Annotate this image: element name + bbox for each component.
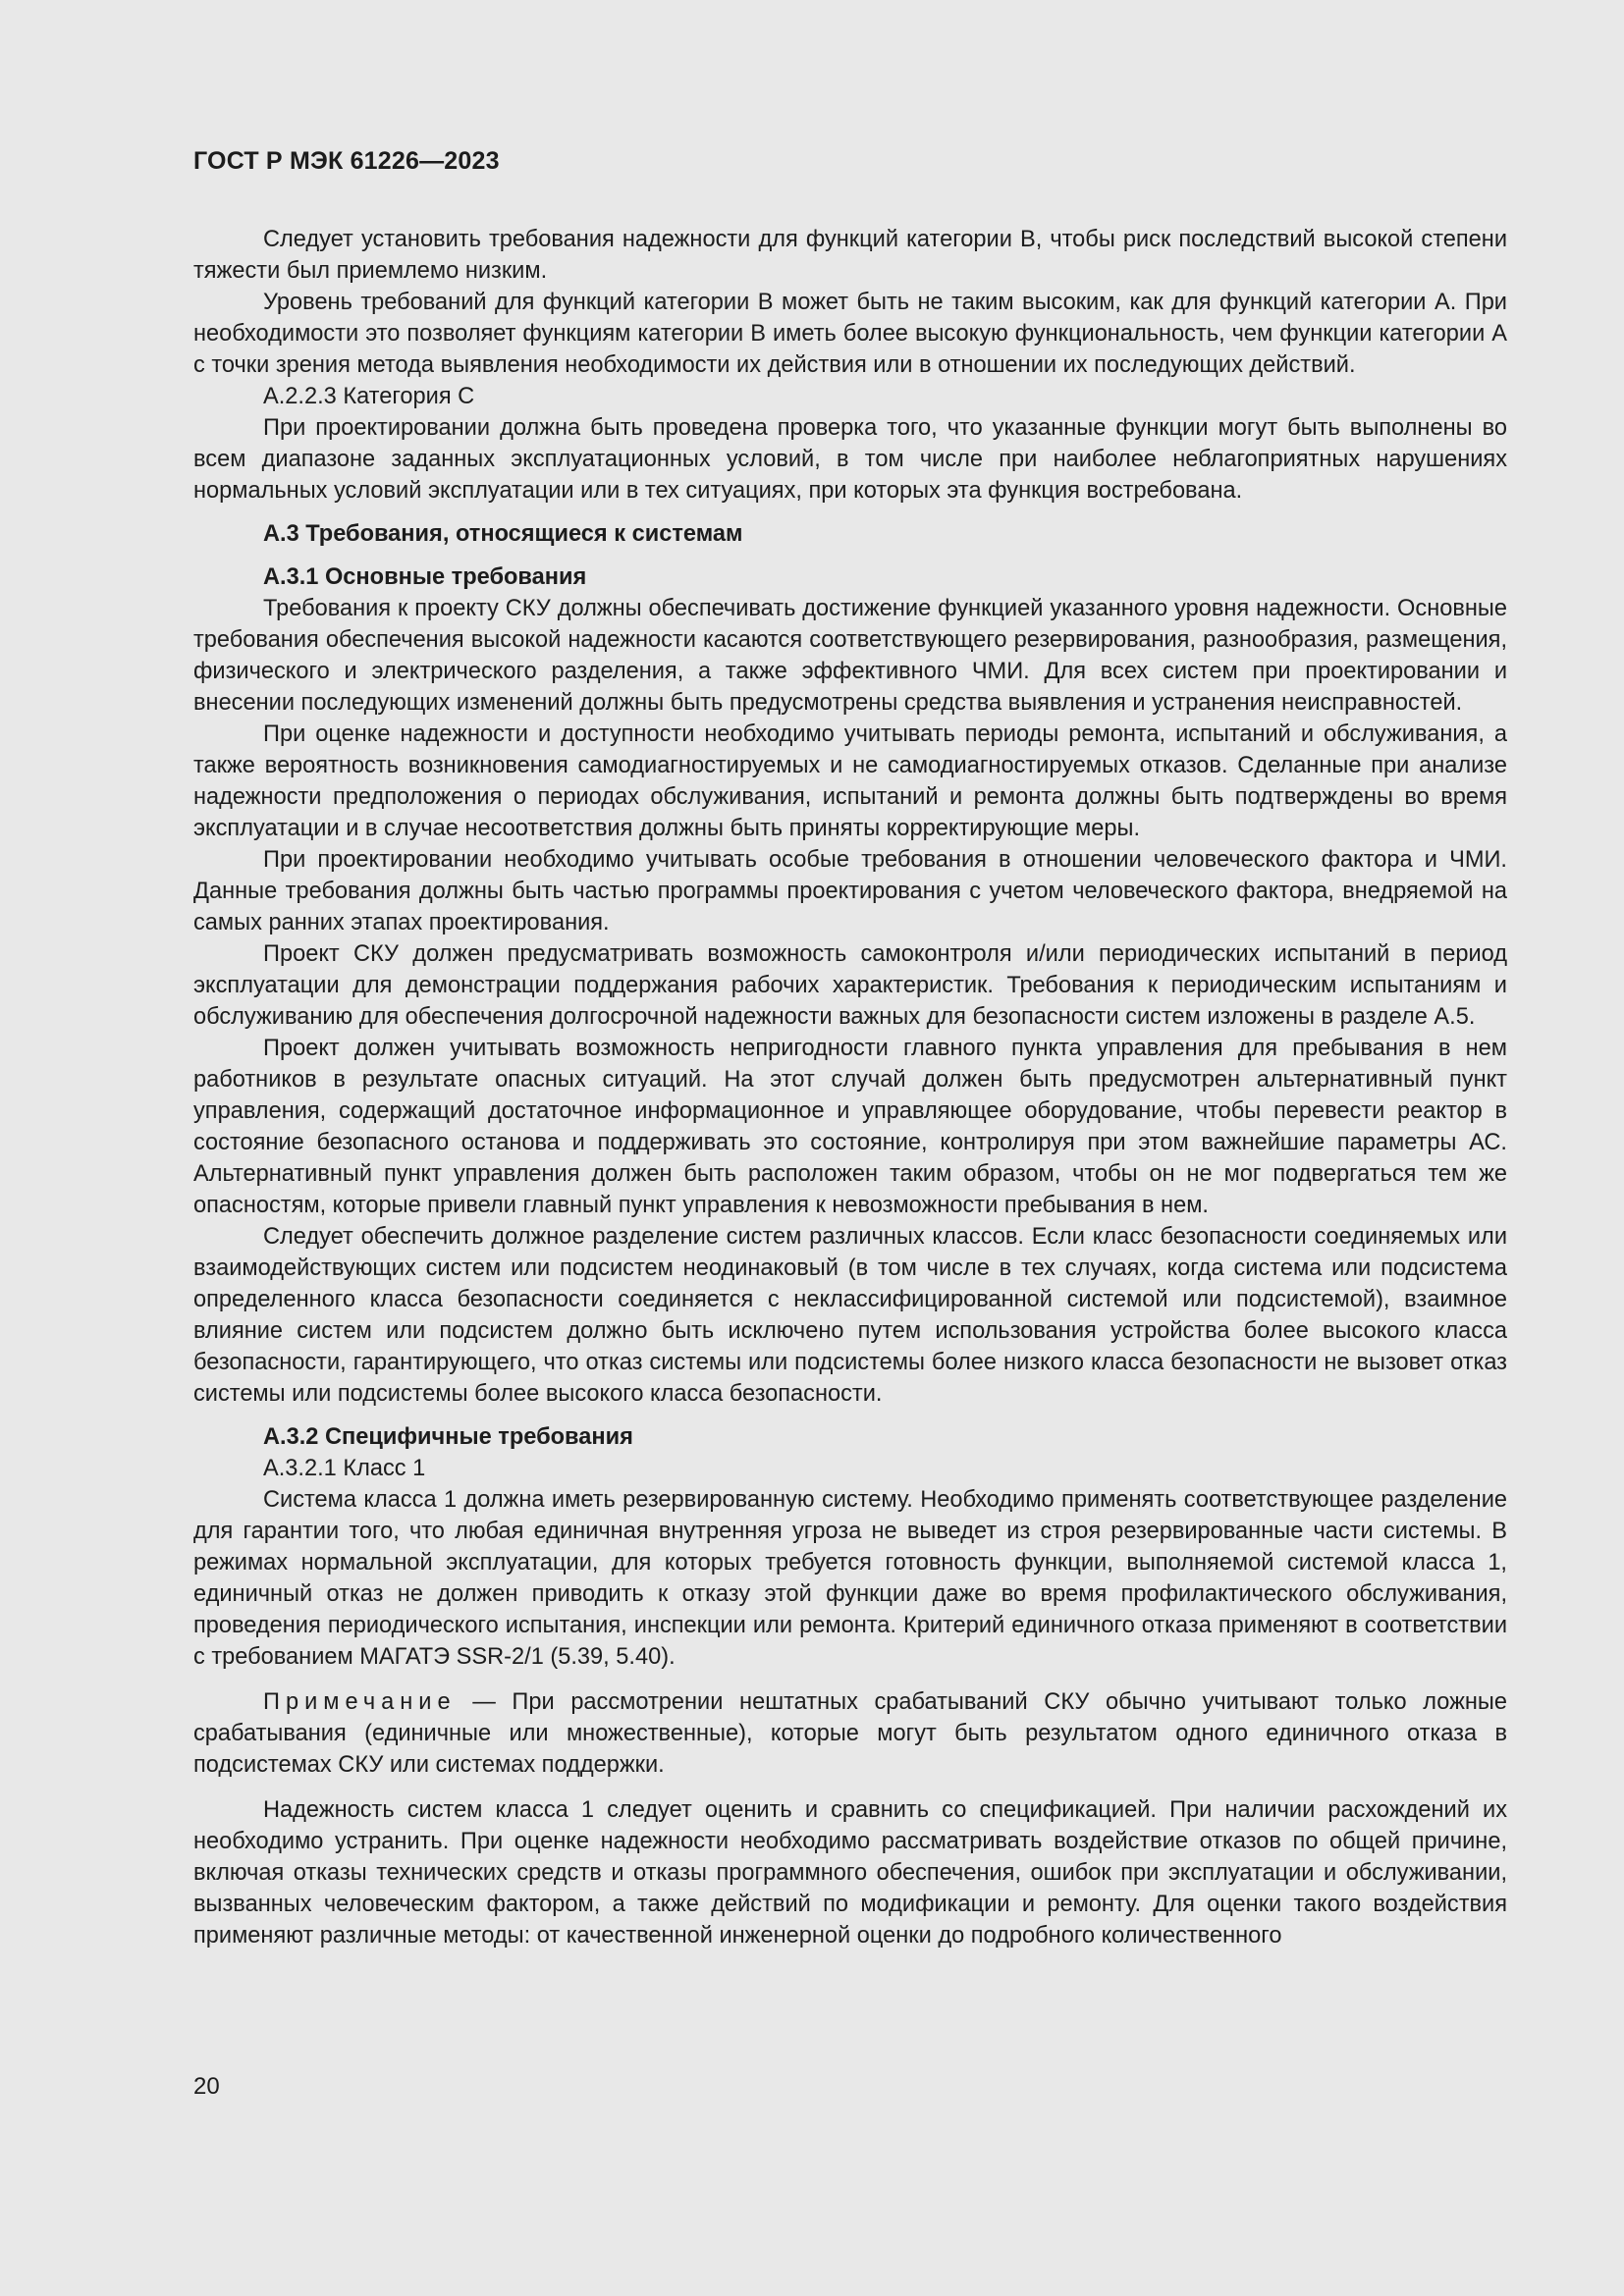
paragraph: При оценке надежности и доступности необходимо учитывать периоды ремонта, испытаний и обслуживания, а также вероятность возникновения самодиагностируемых и не самодиагностируемых отказов. Сделанные при анализе надежности предположения о периодах обслуживания, испытаний и ремонта должны быть подтверждены во время эксплуатации и в случае несоответствия должны быть приняты корректирующие меры.	[193, 721, 1507, 841]
subsection-heading-a31: А.3.1 Основные требования	[263, 564, 587, 590]
page-number: 20	[193, 2073, 220, 2100]
note-text: — При рассмотрении нештатных срабатываний СКУ обычно учитывают только ложные срабатывания (единичные или множественные), которые могут быть результатом одного единичного отказа в подсистемах СКУ или системах поддержки.	[193, 1689, 1507, 1778]
paragraph: При проектировании должна быть проведена проверка того, что указанные функции могут быть выполнены во всем диапазоне заданных эксплуатационных условий, в том числе при наиболее неблагоприятных нарушениях нормальных условий эксплуатации или в тех ситуациях, при которых эта функция востребована.	[193, 415, 1507, 504]
paragraph: Проект должен учитывать возможность непригодности главного пункта управления для пребывания в нем работников в результате опасных ситуаций. На этот случай должен быть предусмотрен альтернативный пункт управления, содержащий достаточное информационное и управляющее оборудование, чтобы перевести реактор в состояние безопасного останова и поддерживать это состояние, контролируя при этом важнейшие параметры АС. Альтернативный пункт управления должен быть расположен таким образом, чтобы он не мог подвергаться тем же опасностям, которые привели главный пункт управления к невозможности пребывания в нем.	[193, 1036, 1507, 1218]
document-body	[193, 224, 1507, 1951]
note-paragraph	[193, 1686, 1507, 1781]
note-label: Примечание	[263, 1689, 457, 1715]
paragraph: Проект СКУ должен предусматривать возможность самоконтроля и/или периодических испытаний в период эксплуатации для демонстрации поддержания рабочих характеристик. Требования к периодическим испытаниям и обслуживанию для обеспечения долгосрочной надежности важных для безопасности систем изложены в разделе А.5.	[193, 941, 1507, 1030]
paragraph: Следует обеспечить должное разделение систем различных классов. Если класс безопасности соединяемых или взаимодействующих систем или подсистем неодинаковый (в том числе в тех случаях, когда система или подсистема определенного класса безопасности соединяется с неклассифицированной системой или подсистемой), взаимное влияние систем или подсистем должно быть исключено путем использования устройства более высокого класса безопасности, гарантирующего, что отказ системы или подсистемы более низкого класса безопасности не вызовет отказ системы или подсистемы более высокого класса безопасности.	[193, 1224, 1507, 1407]
subsection-heading-a32: А.3.2 Специфичные требования	[263, 1424, 633, 1450]
paragraph: Уровень требований для функций категории В может быть не таким высоким, как для функций категории А. При необходимости это позволяет функциям категории В иметь более высокую функциональность, чем функции категории А с точки зрения метода выявления необходимости их действия или в отношении их последующих действий.	[193, 290, 1507, 378]
section-heading-a3: А.3 Требования, относящиеся к системам	[263, 521, 743, 547]
clause-heading-a223: А.2.2.3 Категория С	[263, 384, 475, 409]
paragraph: Требования к проекту СКУ должны обеспечивать достижение функцией указанного уровня надежности. Основные требования обеспечения высокой надежности касаются соответствующего резервирования, разнообразия, размещения, физического и электрического разделения, а также эффективного ЧМИ. Для всех систем при проектировании и внесении последующих изменений должны быть предусмотрены средства выявления и устранения неисправностей.	[193, 596, 1507, 716]
paragraph: При проектировании необходимо учитывать особые требования в отношении человеческого фактора и ЧМИ. Данные требования должны быть частью программы проектирования с учетом человеческого фактора, внедряемой на самых ранних этапах проектирования.	[193, 847, 1507, 935]
clause-heading-a3211: А.3.2.1 Класс 1	[263, 1456, 426, 1481]
paragraph: Система класса 1 должна иметь резервированную систему. Необходимо применять соответствующее разделение для гарантии того, что любая единичная внутренняя угроза не выведет из строя резервированные части системы. В режимах нормальной эксплуатации, для которых требуется готовность функции, выполняемой системой класса 1, единичный отказ не должен приводить к отказу этой функции даже во время профилактического обслуживания, проведения периодического испытания, инспекции или ремонта. Критерий единичного отказа применяют в соответствии с требованием МАГАТЭ SSR-2/1 (5.39, 5.40).	[193, 1487, 1507, 1670]
paragraph: Надежность систем класса 1 следует оценить и сравнить со спецификацией. При наличии расхождений их необходимо устранить. При оценке надежности необходимо рассматривать воздействие отказов по общей причине, включая отказы технических средств и отказы программного обеспечения, ошибок при эксплуатации и обслуживании, вызванных человеческим фактором, а также действий по модификации и ремонту. Для оценки такого воздействия применяют различные методы: от качественной инженерной оценки до подробного количественного	[193, 1797, 1507, 1949]
paragraph: Следует установить требования надежности для функций категории В, чтобы риск последствий высокой степени тяжести был приемлемо низким.	[193, 227, 1507, 284]
document-header: ГОСТ Р МЭК 61226—2023	[193, 147, 500, 175]
